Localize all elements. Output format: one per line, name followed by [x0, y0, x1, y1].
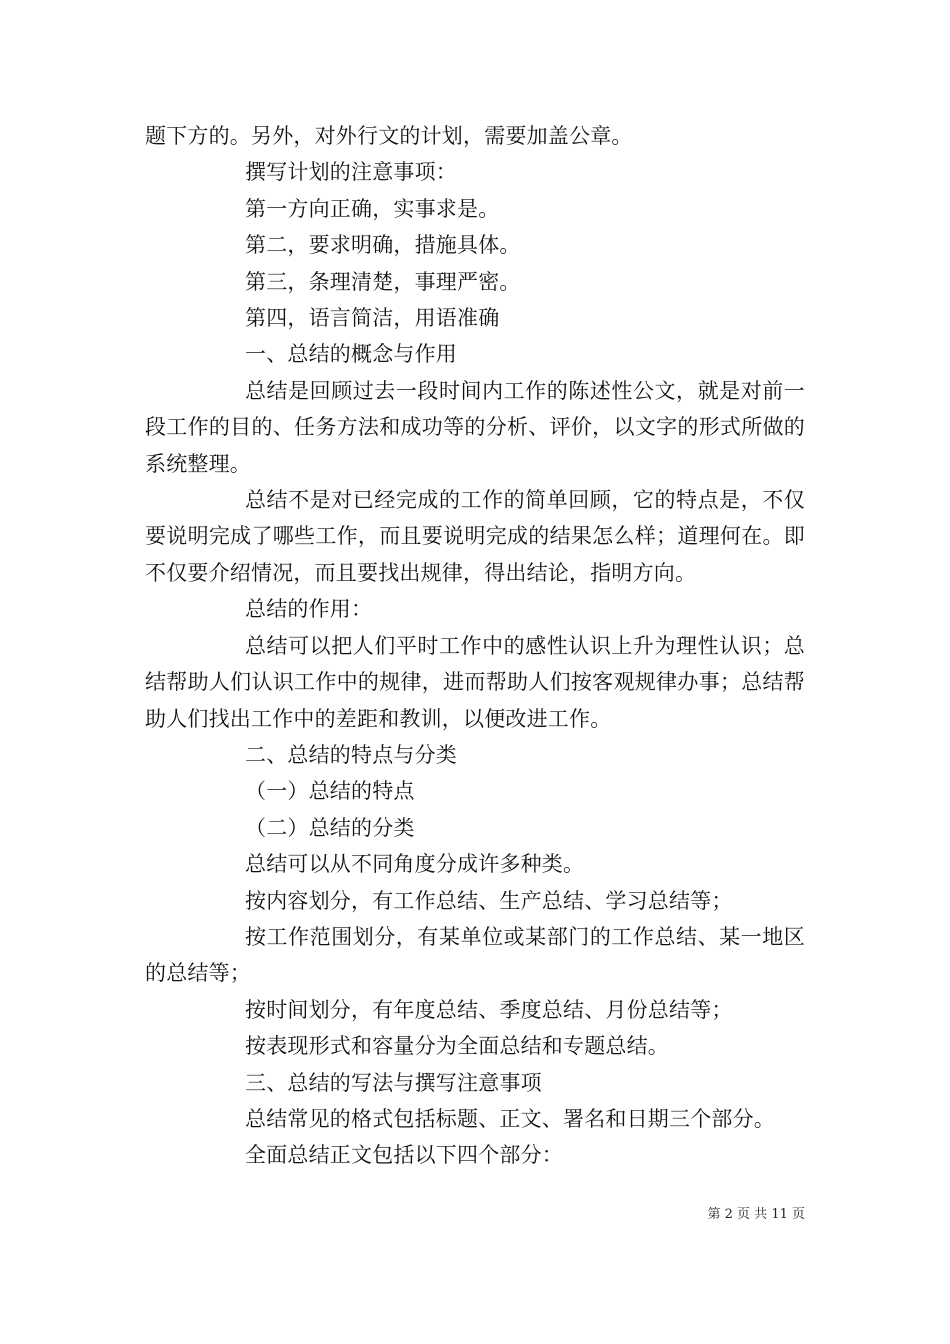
subsection-heading: （一）总结的特点 — [245, 779, 415, 804]
document-body — [145, 118, 805, 1174]
paragraph: 全面总结正文包括以下四个部分： — [245, 1143, 563, 1168]
section-heading: 三、总结的写法与撰写注意事项 — [245, 1070, 542, 1095]
paragraph: 总结可以把人们平时工作中的感性认识上升为理性认识；总结帮助人们认识工作中的规律，进而帮助人们按客观规律办事；总结帮助人们找出工作中的差距和教训，以便改进工作。 — [145, 633, 805, 731]
paragraph: 撰写计划的注意事项： — [245, 160, 457, 185]
page-number-footer: 第 2 页 共 11 页 — [707, 1207, 805, 1222]
paragraph: 按工作范围划分，有某单位或某部门的工作总结、某一地区的总结等； — [145, 924, 805, 986]
paragraph: 按时间划分，有年度总结、季度总结、月份总结等； — [245, 997, 733, 1022]
paragraph: 第四，语言简洁，用语准确 — [245, 306, 500, 331]
paragraph: 按内容划分，有工作总结、生产总结、学习总结等； — [245, 888, 733, 913]
paragraph: 总结常见的格式包括标题、正文、署名和日期三个部分。 — [245, 1106, 775, 1131]
paragraph: 总结是回顾过去一段时间内工作的陈述性公文，就是对前一段工作的目的、任务方法和成功等的分析、评价，以文字的形式所做的系统整理。 — [145, 378, 805, 476]
paragraph: 第一方向正确，实事求是。 — [245, 196, 500, 221]
paragraph: 题下方的。另外，对外行文的计划，需要加盖公章。 — [145, 124, 633, 148]
paragraph: 总结的作用： — [245, 597, 373, 622]
paragraph: 按表现形式和容量分为全面总结和专题总结。 — [245, 1034, 669, 1059]
subsection-heading: （二）总结的分类 — [245, 815, 415, 840]
paragraph: 第三，条理清楚，事理严密。 — [245, 269, 521, 294]
paragraph: 总结不是对已经完成的工作的简单回顾，它的特点是，不仅要说明完成了哪些工作，而且要说明完成的结果怎么样；道理何在。即不仅要介绍情况，而且要找出规律，得出结论，指明方向。 — [145, 488, 805, 585]
section-heading: 一、总结的概念与作用 — [245, 342, 457, 367]
section-heading: 二、总结的特点与分类 — [245, 742, 457, 767]
paragraph: 第二，要求明确，措施具体。 — [245, 233, 521, 258]
paragraph: 总结可以从不同角度分成许多种类。 — [245, 852, 585, 877]
